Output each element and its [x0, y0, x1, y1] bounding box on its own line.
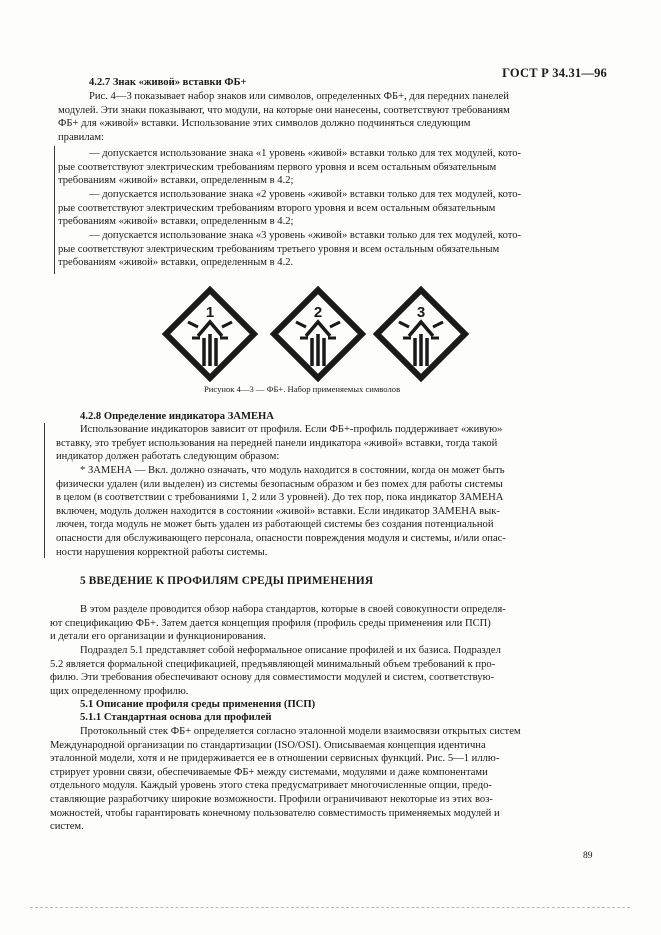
rule-level-3 [58, 229, 522, 270]
text-line: систем. [50, 821, 84, 833]
text-line: ФБ+ для «живой» вставки. Использование этих символов должно подчиняться следующим [58, 118, 471, 130]
text-line: и детали его организации и функционирования. [50, 631, 266, 643]
text-line: включен, модуль должен находится в состоянии «живой» вставки. Если индикатор ЗАМЕНА вык- [56, 505, 500, 517]
page-number: 89 [583, 851, 593, 861]
text-line: модулей. Эти знаки показывают, что модули, на которые они нанесены, соответствуют требованиям [58, 104, 510, 116]
text-line: требованиям «живой» вставки, определенным в 4.2. [58, 257, 294, 269]
text-line: рые соответствуют электрическим требованиям первого уровня и всем остальным обязательным [58, 161, 497, 173]
text-line: эталонной модели, хотя и не придерживается ее в отношении сервисных функций. Рис. 5—1 иллю- [50, 753, 500, 765]
subsection-5-1-heading: 5.1 Описание профиля среды применения (ПСП) [80, 699, 316, 710]
hot-swap-level-2-icon [270, 286, 366, 382]
symbol-level-label: 1 [205, 304, 215, 321]
hot-swap-level-1-icon [162, 286, 258, 382]
section-5-paragraph-2 [50, 644, 501, 698]
text-line: требованиям «живой» вставки, определенным в 4.2; [58, 216, 294, 228]
text-line: вставку, это требует использования на передней панели индикатора «живой» вставки, тогда такой [56, 437, 498, 449]
text-line: щих определенному профилю. [50, 685, 189, 697]
text-line: ставляющие разработчику широкие возможности. Профили ограничивают некоторые из этих воз- [50, 793, 493, 805]
section-427-intro [58, 90, 594, 144]
hot-swap-level-3-icon [373, 286, 469, 382]
text-line: — допускается использование знака «3 уровень «живой» вставки только для тех модулей, кото- [89, 230, 522, 241]
change-bar [54, 146, 55, 274]
text-line: в целом (в соответствии с требованиями 1, 2 или 3 уровней). До тех пор, пока индикатор ЗАМЕНА [56, 492, 504, 504]
document-header: ГОСТ Р 34.31—96 [502, 66, 607, 80]
text-line: Международной организации по стандартизации (ISO/OSI). Описываемая концепция идентична [50, 739, 486, 751]
section-5-paragraph-3 [50, 725, 521, 834]
section-428-intro [56, 423, 503, 464]
text-line: * ЗАМЕНА — Вкл. должно означать, что модуль находится в состоянии, когда он может быть [80, 465, 505, 476]
text-line: физически удален (или выделен) из системы безопасным образом и без помех для работы системы [56, 478, 503, 490]
text-line: отдельного модуля. Каждый уровень этого стека предусматривает многочисленные опции, предо- [50, 780, 492, 792]
text-line: опасности для обслуживающего персонала, опасности повреждения модуля и системы, и/или опас- [56, 532, 506, 544]
text-line: — допускается использование знака «2 уровень «живой» вставки только для тех модулей, кото- [89, 189, 522, 200]
text-line: можностей, чтобы гарантировать конечному пользователю совместимость применяемых модулей и [50, 807, 500, 819]
text-line: стрирует уровни связи, обеспечиваемые ФБ+ между системами, модулями и даже компонентами [50, 766, 488, 778]
text-line: Подраздел 5.1 представляет собой неформальное описание профилей и их базиса. Подраздел [80, 645, 501, 656]
figure-caption: Рисунок 4—3 — ФБ+. Набор применяемых символов [204, 384, 401, 394]
text-line: рые соответствуют электрическим требованиям третьего уровня и всем остальным обязательным [58, 243, 500, 255]
section-5-paragraph-1 [50, 603, 506, 644]
text-line: 5.2 является формальной спецификацией, предъявляющей минимальный объем требований к про- [50, 658, 496, 670]
text-line: филю. Эти требования обеспечивают основу для совместимости модулей и систем, соответствую- [50, 672, 495, 684]
subsection-5-1-1-heading: 5.1.1 Стандартная основа для профилей [80, 712, 272, 723]
text-line: Рис. 4—3 показывает набор знаков или символов, определенных ФБ+, для передних панелей [89, 91, 509, 102]
scan-edge-divider [30, 907, 630, 908]
zamena-indicator-definition [56, 464, 506, 559]
rule-level-1 [58, 147, 522, 188]
text-line: лючен, тогда модуль не может быть удален из работающей системы без создания потенциальной [56, 519, 494, 531]
text-line: Использование индикаторов зависит от профиля. Если ФБ+-профиль поддерживает «живую» [80, 424, 503, 435]
text-line: ют спецификацию ФБ+. Затем дается концепция профиля (профиль среды применения или ПСП) [50, 617, 491, 629]
text-line: требованиям «живой» вставки, определенным в 4.2; [58, 175, 294, 187]
text-line: индикатор должен работать следующим образом: [56, 451, 280, 463]
section-428-heading: 4.2.8 Определение индикатора ЗАМЕНА [80, 411, 274, 422]
text-line: Протокольный стек ФБ+ определяется согласно эталонной модели взаимосвязи открытых систем [80, 726, 521, 737]
text-line: рые соответствуют электрическим требованиям второго уровня и всем остальным обязательным [58, 202, 496, 214]
text-line: правилам: [58, 131, 104, 143]
symbol-level-label: 3 [416, 304, 426, 321]
section-5-title: 5 ВВЕДЕНИЕ К ПРОФИЛЯМ СРЕДЫ ПРИМЕНЕНИЯ [80, 575, 374, 587]
rule-level-2 [58, 188, 522, 229]
section-427-heading: 4.2.7 Знак «живой» вставки ФБ+ [89, 77, 247, 88]
text-line: — допускается использование знака «1 уровень «живой» вставки только для тех модулей, кото- [89, 148, 522, 159]
text-line: ности нарушения корректной работы системы. [56, 546, 268, 558]
text-line: В этом разделе проводится обзор набора стандартов, которые в своей совокупности определя- [80, 604, 506, 615]
symbol-level-label: 2 [313, 304, 323, 321]
change-bar [44, 423, 45, 558]
